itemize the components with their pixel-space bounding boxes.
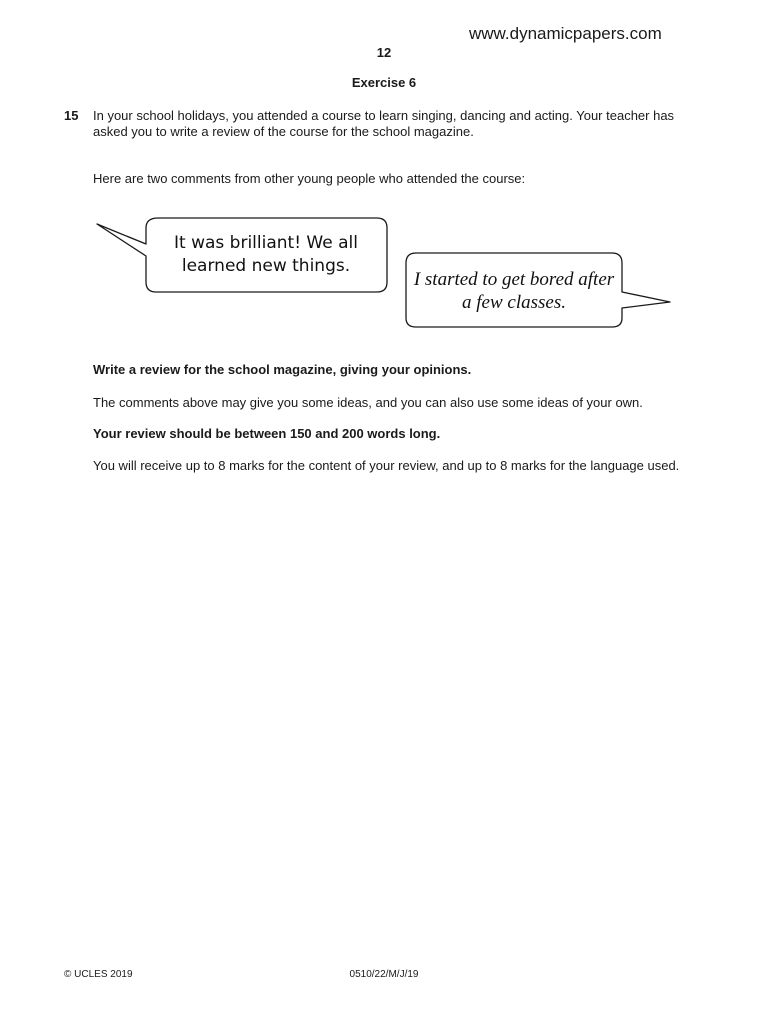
marks-note: You will receive up to 8 marks for the content of your review, and up to 8 marks for the language used. <box>93 458 680 473</box>
ideas-note: The comments above may give you some ideas, and you can also use some ideas of your own. <box>93 395 643 410</box>
paper-code: 0510/22/M/J/19 <box>349 969 419 980</box>
task-instruction: Write a review for the school magazine, giving your opinions. <box>93 362 472 377</box>
website-url: www.dynamicpapers.com <box>469 24 662 43</box>
page-number: 12 <box>376 45 392 60</box>
comment-positive: It was brilliant! We all learned new things. <box>174 233 358 276</box>
question-number: 15 <box>64 108 79 123</box>
comment-negative: I started to get bored after a few classes. <box>413 269 615 313</box>
question-intro: In your school holidays, you attended a course to learn singing, dancing and acting. Your teacher has asked you to write a review of the course for the school magazine. <box>93 108 675 139</box>
copyright: © UCLES 2019 <box>64 969 133 980</box>
word-count-instruction: Your review should be between 150 and 200 words long. <box>93 426 441 441</box>
comments-intro: Here are two comments from other young people who attended the course: <box>93 171 526 186</box>
speech-bubbles-graphic <box>0 0 768 340</box>
exercise-title: Exercise 6 <box>351 75 417 90</box>
